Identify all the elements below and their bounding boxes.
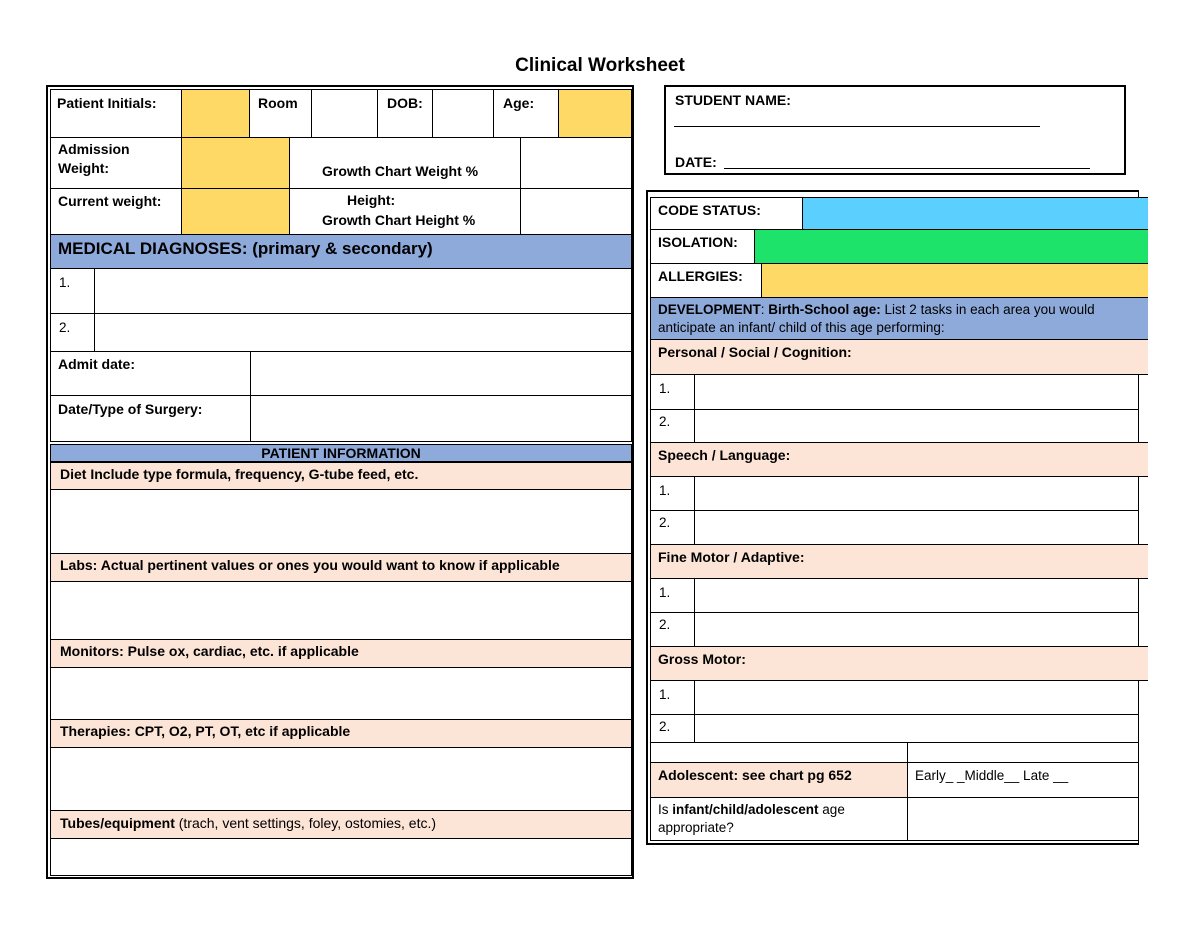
admit-date-label-cell [50, 351, 251, 396]
fine-motor-label: Fine Motor / Adaptive: [658, 549, 805, 565]
development-colon: : [760, 302, 769, 317]
allergies-label: ALLERGIES: [658, 268, 743, 284]
appropriate-text [651, 798, 907, 840]
diagnosis-2-number-cell [50, 313, 95, 352]
gross-motor-1-number-cell [650, 680, 695, 715]
speech-1-number-cell [650, 476, 695, 511]
diagnosis-1-field[interactable] [94, 268, 632, 314]
growth-chart-weight-cell [289, 137, 521, 189]
student-name-line[interactable] [674, 126, 1040, 127]
labs-label-row [50, 553, 632, 582]
diet-field[interactable] [50, 489, 632, 554]
gross-motor-2-number-cell [650, 714, 695, 743]
medical-diagnoses-header [50, 234, 632, 269]
diet-label-row [50, 462, 632, 490]
appropriate-rest: age appropriate? [658, 802, 845, 835]
surgery-label: Date/Type of Surgery: [58, 401, 203, 417]
gross-motor-1-field[interactable] [694, 680, 1139, 715]
speech-2-number: 2. [659, 515, 671, 530]
labs-label: Labs: Actual pertinent values or ones you would want to know if applicable [60, 557, 560, 573]
development-label: DEVELOPMENT [658, 302, 761, 317]
labs-field[interactable] [50, 581, 632, 640]
dob-label: DOB: [387, 95, 423, 111]
gross-motor-header [650, 646, 1148, 681]
gross-motor-label: Gross Motor: [658, 651, 746, 667]
fine-motor-1-number-cell [650, 578, 695, 613]
speech-language-label: Speech / Language: [658, 447, 791, 463]
admission-weight-label-line2: Weight: [58, 160, 110, 176]
therapies-label: Therapies: CPT, O2, PT, OT, etc if applicable [60, 723, 351, 739]
personal-1-field[interactable] [694, 374, 1139, 410]
monitors-label: Monitors: Pulse ox, cardiac, etc. if applicable [60, 643, 359, 659]
height-cell [289, 188, 521, 235]
room-field[interactable] [311, 89, 378, 138]
code-status-label: CODE STATUS: [658, 202, 761, 218]
student-box [664, 85, 1126, 175]
diagnosis-1-number: 1. [59, 275, 71, 290]
allergies-label-cell [650, 263, 762, 298]
therapies-label-row [50, 719, 632, 748]
admit-date-field[interactable] [250, 351, 632, 396]
admission-weight-field[interactable] [181, 137, 290, 189]
adolescent-stage-field[interactable] [907, 762, 1139, 798]
patient-initials-label: Patient Initials: [57, 95, 157, 111]
growth-chart-height-label: Growth Chart Height % [322, 212, 476, 228]
development-instructions: List 2 tasks in each area you would anticipate an infant/ child of this age performing: [658, 302, 1095, 335]
isolation-label-cell [650, 229, 755, 264]
gross-motor-2-number: 2. [659, 719, 671, 734]
height-label: Height: [347, 192, 396, 208]
student-name-label: STUDENT NAME: [675, 92, 791, 108]
surgery-field[interactable] [250, 395, 632, 442]
appropriate-bold: infant/child/adolescent [672, 802, 819, 817]
personal-1-number: 1. [659, 381, 671, 396]
current-weight-field[interactable] [181, 188, 290, 235]
allergies-field[interactable] [761, 263, 1148, 298]
age-label: Age: [503, 95, 535, 111]
personal-social-header [650, 339, 1148, 375]
appropriate-label-cell [650, 797, 908, 841]
date-label: DATE: [675, 154, 717, 170]
dob-field[interactable] [432, 89, 494, 138]
current-weight-label: Current weight: [58, 193, 162, 209]
fine-motor-2-field[interactable] [694, 612, 1139, 647]
code-status-field[interactable] [802, 197, 1148, 230]
development-age-label: Birth-School age: [768, 302, 881, 317]
page-title: Clinical Worksheet [515, 55, 685, 76]
adolescent-label-cell [650, 762, 908, 798]
personal-1-number-cell [650, 374, 695, 410]
patient-initials-label-cell [50, 89, 182, 138]
patient-information-title: PATIENT INFORMATION [261, 445, 421, 461]
gross-motor-2-field[interactable] [694, 714, 1139, 743]
admission-weight-label-cell [50, 137, 182, 189]
admission-weight-label-line1: Admission [58, 141, 130, 157]
tubes-field[interactable] [50, 838, 632, 876]
diagnosis-1-number-cell [50, 268, 95, 314]
therapies-field[interactable] [50, 747, 632, 811]
isolation-field[interactable] [754, 229, 1148, 264]
speech-language-header [650, 442, 1148, 477]
tubes-label-bold: Tubes/equipment [60, 815, 175, 831]
patient-information-header [50, 444, 632, 462]
speech-1-field[interactable] [694, 476, 1139, 511]
diet-label: Diet Include type formula, frequency, G-tube feed, etc. [60, 466, 419, 482]
monitors-field[interactable] [50, 667, 632, 720]
monitors-label-row [50, 639, 632, 668]
date-line[interactable] [724, 168, 1090, 169]
growth-chart-height-field[interactable] [520, 188, 632, 235]
fine-motor-2-number-cell [650, 612, 695, 647]
adolescent-spacer-left [650, 742, 908, 763]
speech-1-number: 1. [659, 483, 671, 498]
tubes-label-row [50, 810, 632, 839]
medical-diagnoses-title: MEDICAL DIAGNOSES: (primary & secondary) [58, 239, 433, 258]
room-label: Room [258, 95, 298, 111]
isolation-label: ISOLATION: [658, 234, 738, 250]
personal-2-number: 2. [659, 414, 671, 429]
tubes-label-rest: (trach, vent settings, foley, ostomies, etc.) [174, 815, 437, 831]
age-field[interactable] [558, 89, 632, 138]
fine-motor-1-number: 1. [659, 585, 671, 600]
fine-motor-2-number: 2. [659, 617, 671, 632]
speech-2-number-cell [650, 510, 695, 545]
development-header [650, 297, 1148, 340]
appropriate-field[interactable] [907, 797, 1139, 841]
admit-date-label: Admit date: [58, 356, 135, 372]
personal-social-label: Personal / Social / Cognition: [658, 344, 852, 360]
fine-motor-1-field[interactable] [694, 578, 1139, 613]
diagnosis-2-number: 2. [59, 320, 71, 335]
speech-2-field[interactable] [694, 510, 1139, 545]
age-label-cell [493, 89, 559, 138]
appropriate-is: Is [658, 802, 673, 817]
gross-motor-1-number: 1. [659, 687, 671, 702]
diagnosis-2-field[interactable] [94, 313, 632, 352]
surgery-label-cell [50, 395, 251, 442]
growth-chart-weight-field[interactable] [520, 137, 632, 189]
adolescent-stage-options: Early_ _Middle__ Late __ [915, 768, 1069, 783]
current-weight-label-cell [50, 188, 182, 235]
adolescent-spacer-right [907, 742, 1139, 763]
development-text [651, 298, 1148, 340]
patient-initials-field[interactable] [181, 89, 250, 138]
personal-2-field[interactable] [694, 409, 1139, 443]
code-status-label-cell [650, 197, 803, 230]
growth-chart-weight-label: Growth Chart Weight % [322, 163, 479, 179]
room-label-cell [249, 89, 312, 138]
dob-label-cell [377, 89, 433, 138]
personal-2-number-cell [650, 409, 695, 443]
adolescent-label: Adolescent: see chart pg 652 [658, 767, 852, 783]
fine-motor-header [650, 544, 1148, 579]
